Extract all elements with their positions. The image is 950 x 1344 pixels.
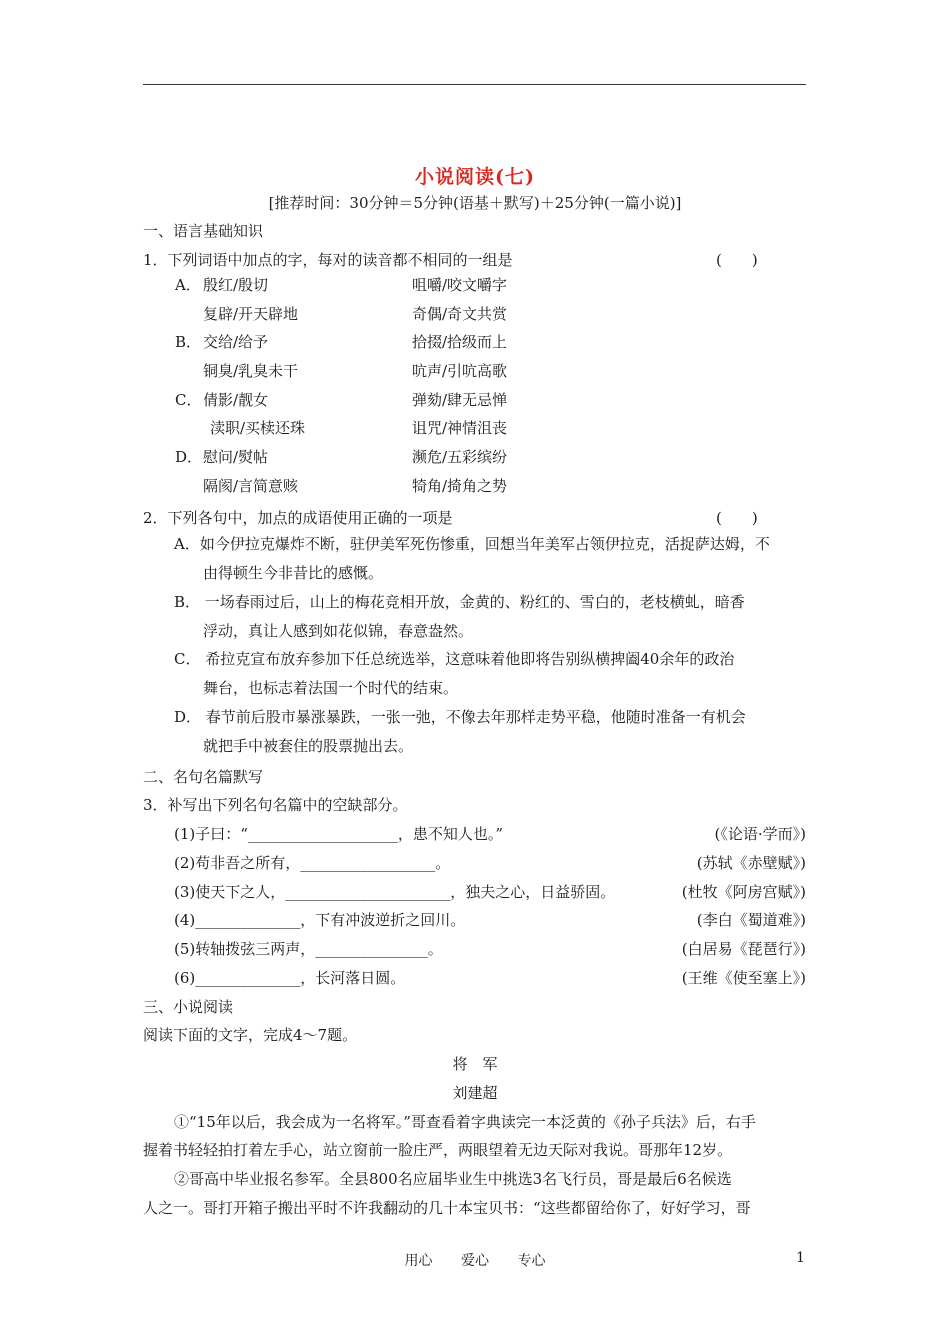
recitation-item-3: (3)使天下之人，______________________，独夫之心，日益骄固。: [174, 883, 616, 901]
q1-option-c-right2: 诅咒/神情沮丧: [412, 419, 508, 437]
recitation-item-5: (5)转轴拨弦三两声，_______________。: [174, 940, 443, 958]
story-paragraph-2-line1: ②哥高中毕业报名参军。全县800名应届毕业生中挑选3名飞行员，哥是最后6名候选: [174, 1170, 732, 1188]
q1-option-c-left1: 倩影/靓女: [203, 391, 269, 409]
q2-option-b-line2: 浮动，真让人感到如花似锦，春意盎然。: [203, 622, 474, 640]
recitation-source-3: (杜牧《阿房宫赋》): [681, 883, 806, 901]
q1-option-c-label: C．: [175, 391, 202, 409]
section1-heading: 一、语言基础知识: [143, 222, 264, 240]
q1-option-a-right2: 奇偶/奇文共赏: [412, 305, 508, 323]
recitation-source-5: (白居易《琵琶行》): [681, 940, 806, 958]
q1-option-c-left2: 渎职/买椟还珠: [210, 419, 306, 437]
story-paragraph-2-line2: 人之一。哥打开箱子搬出平时不许我翻动的几十本宝贝书：“这些都留给你了，好好学习，哥: [143, 1199, 751, 1217]
q2-option-a-line1: A．如今伊拉克爆炸不断，驻伊美军死伤惨重，回想当年美军占领伊拉克，活捉萨达姆，不: [174, 535, 770, 553]
q1-option-b-left2: 铜臭/乳臭未干: [203, 362, 299, 380]
header-rule: [143, 84, 806, 85]
q1-option-b-right2: 吭声/引吭高歌: [412, 362, 508, 380]
q1-option-d-left1: 慰问/熨帖: [203, 448, 269, 466]
q1-option-d-right2: 犄角/掎角之势: [412, 477, 508, 495]
q1-option-a-left2: 复辟/开天辟地: [203, 305, 299, 323]
q1-option-d-label: D．: [175, 448, 203, 466]
story-paragraph-1-line2: 握着书轻轻拍打着左手心，站立窗前一脸庄严，两眼望着无边天际对我说。哥那年12岁。: [143, 1141, 733, 1159]
q1-option-b-label: B．: [175, 333, 202, 351]
q2-option-a-line2: 由得顿生今非昔比的感慨。: [203, 564, 384, 582]
q1-option-c-right1: 弹劾/肆无忌惮: [412, 391, 508, 409]
q2-option-c-line1: C． 希拉克宣布放弃参加下任总统选举，这意味着他即将告别纵横捭阖40余年的政治: [174, 650, 735, 668]
q2-option-c-line2: 舞台，也标志着法国一个时代的结束。: [203, 679, 459, 697]
recitation-item-6: (6)______________，长河落日圆。: [174, 969, 406, 987]
recitation-source-6: (王维《使至塞上》): [681, 969, 806, 987]
q1-option-a-right1: 咀嚼/咬文嚼字: [412, 276, 508, 294]
q1-option-a-label: A．: [175, 276, 201, 294]
q1-stem: 1．下列词语中加点的字，每对的读音都不相同的一组是: [143, 251, 513, 269]
q3-stem: 3．补写出下列名句名篇中的空缺部分。: [143, 796, 408, 814]
recitation-item-1: (1)子曰：“____________________，患不知人也。”: [174, 825, 504, 843]
recitation-source-4: (李白《蜀道难》): [696, 911, 806, 929]
story-title: 将 军: [452, 1055, 498, 1073]
q1-option-d-right1: 濒危/五彩缤纷: [412, 448, 508, 466]
q2-answer-paren: ( ): [716, 509, 758, 527]
q1-answer-paren: ( ): [716, 251, 758, 269]
q2-stem: 2．下列各句中，加点的成语使用正确的一项是: [143, 509, 453, 527]
q2-option-d-line1: D． 春节前后股市暴涨暴跌，一张一弛，不像去年那样走势平稳，他随时准备一有机会: [174, 708, 746, 726]
recitation-source-1: (《论语·学而》): [714, 825, 806, 843]
q1-option-b-left1: 交给/给予: [203, 333, 269, 351]
section3-heading: 三、小说阅读: [143, 998, 234, 1016]
page-title: 小说阅读(七): [415, 166, 535, 188]
recommended-time: [推荐时间：30分钟＝5分钟(语基＋默写)＋25分钟(一篇小说)]: [268, 194, 682, 212]
reading-instruction: 阅读下面的文字，完成4～7题。: [143, 1026, 358, 1044]
q2-option-d-line2: 就把手中被套住的股票抛出去。: [203, 737, 414, 755]
q2-option-b-line1: B． 一场春雨过后，山上的梅花竞相开放，金黄的、粉红的、雪白的，老枝横虬，暗香: [174, 593, 745, 611]
page-number: 1: [796, 1250, 805, 1266]
recitation-item-2: (2)苟非吾之所有，__________________。: [174, 854, 451, 872]
q1-option-b-right1: 拾掇/拾级而上: [412, 333, 508, 351]
recitation-item-4: (4)______________，下有冲波逆折之回川。: [174, 911, 466, 929]
q1-option-a-left1: 殷红/殷切: [203, 276, 269, 294]
page-footer: 用心 爱心 专心: [404, 1253, 546, 1269]
recitation-source-2: (苏轼《赤壁赋》): [696, 854, 806, 872]
story-paragraph-1-line1: ①“15年以后，我会成为一名将军。”哥查看着字典读完一本泛黄的《孙子兵法》后，右手: [174, 1113, 756, 1131]
story-author: 刘建超: [452, 1084, 498, 1102]
q1-option-d-left2: 隔阂/言简意赅: [203, 477, 299, 495]
section2-heading: 二、名句名篇默写: [143, 768, 264, 786]
